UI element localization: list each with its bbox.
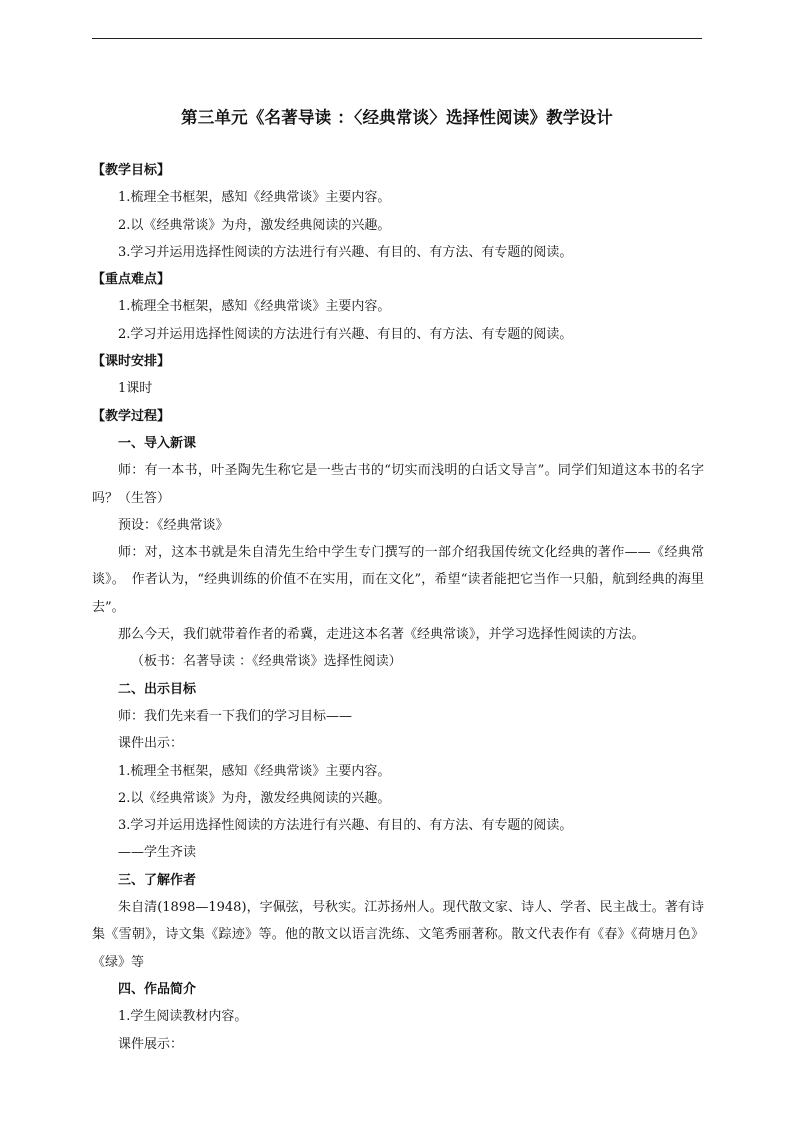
goal-item: 3.学习并运用选择性阅读的方法进行有兴趣、有目的、有方法、有专题的阅读。 bbox=[118, 244, 573, 260]
part2-item: 3.学习并运用选择性阅读的方法进行有兴趣、有目的、有方法、有专题的阅读。 bbox=[118, 818, 573, 834]
goals-heading: 【教学目标】 bbox=[92, 163, 171, 178]
part4-heading: 四、作品简介 bbox=[118, 981, 197, 997]
keypoint-item: 2.学习并运用选择性阅读的方法进行有兴趣、有目的、有方法、有专题的阅读。 bbox=[118, 326, 573, 342]
schedule-text: 1课时 bbox=[118, 381, 153, 397]
header-rule bbox=[92, 38, 702, 39]
document-title: 第三单元《名著导读 ：〈经典常谈〉选择性阅读》教学设计 bbox=[181, 108, 613, 127]
part2-paragraph: 课件出示： bbox=[118, 736, 184, 752]
author-bio: 朱自清(1898—1948)，字佩弦，号秋实。江苏扬州人。现代散文家、诗人、学者、民主战士。著有诗集《雪朝》，诗文集《踪迹》等。他的散文以语言洗练、文笔秀丽著称。散文代表作有《春》《荷塘月色》《绿》等 bbox=[92, 900, 704, 970]
part2-paragraph: 师：我们先来看一下我们的学习目标—— bbox=[118, 708, 353, 724]
part2-item: 1.梳理全书框架，感知《经典常谈》主要内容。 bbox=[118, 763, 391, 779]
part4-paragraph: 课件展示： bbox=[118, 1036, 184, 1052]
part1-paragraph: 师：有一本书，叶圣陶先生称它是一些古书的“切实而浅明的白话文导言”。同学们知道这本书的名字吗？（生答） bbox=[92, 463, 704, 506]
part1-paragraph: 那么今天，我们就带着作者的希冀，走进这本名著《经典常谈》，并学习选择性阅读的方法。 bbox=[118, 627, 645, 643]
part1-paragraph: 预设：《经典常谈》 bbox=[118, 517, 229, 533]
goal-item: 2.以《经典常谈》为舟，激发经典阅读的兴趣。 bbox=[118, 217, 391, 233]
part2-heading: 二、出示目标 bbox=[118, 681, 197, 697]
blackboard-note: （板书：名著导读 ：《经典常谈》选择性阅读） bbox=[131, 654, 402, 670]
schedule-heading: 【课时安排】 bbox=[92, 354, 171, 370]
keypoints-heading: 【重点难点】 bbox=[92, 272, 171, 288]
part2-paragraph: ——学生齐读 bbox=[118, 845, 197, 861]
document-body bbox=[92, 157, 704, 1058]
part1-paragraph: 师：对，这本书就是朱自清先生给中学生专门撰写的一部介绍我国传统文化经典的著作——《经典常谈》。 作者认为，“经典训练的价值不在实用，而在文化”，希望“读者能把它当作一只船，航到经典的海里去”。 bbox=[92, 545, 704, 615]
goal-item: 1.梳理全书框架，感知《经典常谈》主要内容。 bbox=[118, 190, 391, 206]
part3-heading: 三、了解作者 bbox=[118, 872, 197, 888]
part2-item: 2.以《经典常谈》为舟，激发经典阅读的兴趣。 bbox=[118, 790, 391, 806]
part4-paragraph: 1.学生阅读教材内容。 bbox=[118, 1009, 248, 1025]
process-heading: 【教学过程】 bbox=[92, 408, 171, 424]
part1-heading: 一、导入新课 bbox=[118, 435, 197, 451]
keypoint-item: 1.梳理全书框架，感知《经典常谈》主要内容。 bbox=[118, 299, 391, 315]
